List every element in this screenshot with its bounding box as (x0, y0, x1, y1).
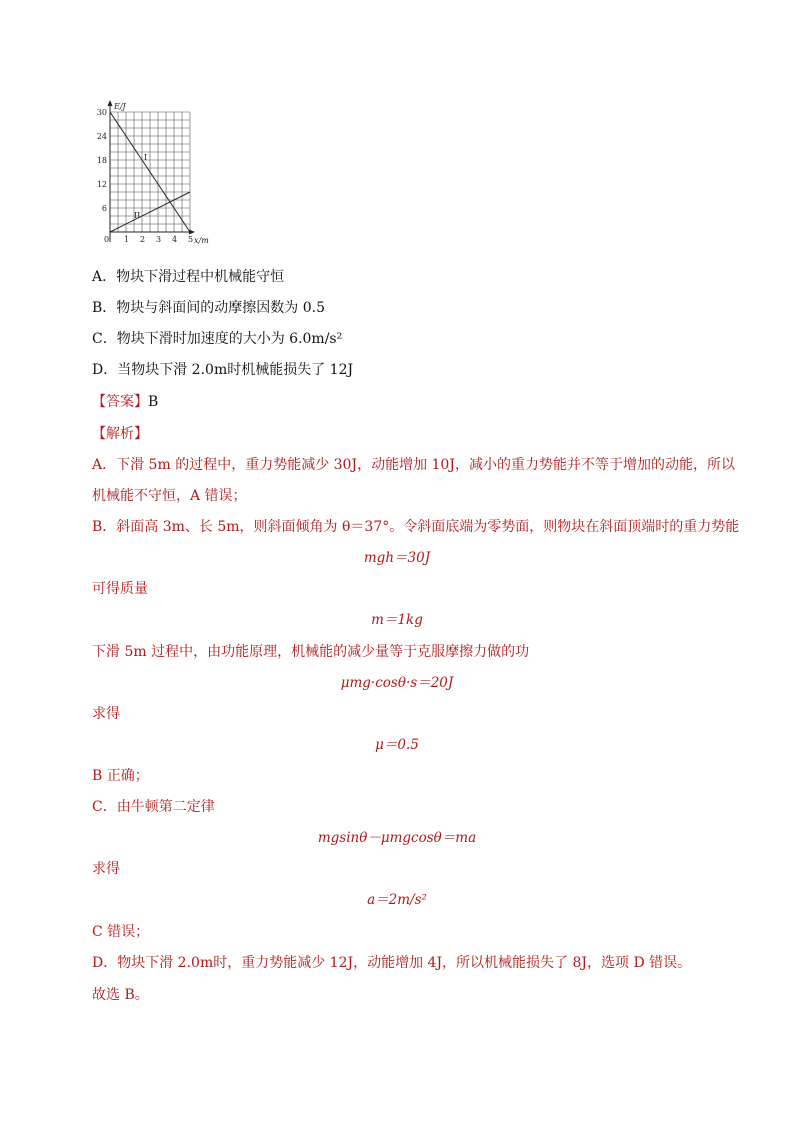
y-tick-label: 30 (96, 108, 107, 117)
analysis-conclusion: 故选 B。 (92, 987, 149, 1003)
x-tick-label: 5 (188, 235, 194, 244)
line-I-label: I (144, 153, 148, 162)
option-d: D．当物块下滑 2.0m时机械能损失了 12J (92, 362, 354, 378)
option-c: C．物块下滑时加速度的大小为 6.0m/s² (92, 331, 343, 347)
analysis-b-correct: B 正确； (92, 768, 149, 784)
analysis-d-line1: D．物块下滑 2.0m时，重力势能减少 12J，动能增加 4J，所以机械能损失了 8J，选项 D 错误。 (92, 955, 692, 971)
answer-line (92, 392, 158, 412)
x-axis-label: x/m (194, 236, 209, 245)
equation-mgh: mgh＝30J (363, 550, 431, 566)
equation-newton: mgsinθ－μmgcosθ＝ma (317, 830, 477, 846)
x-tick-labels (104, 235, 193, 244)
analysis-text-solve1: 求得 (92, 706, 120, 722)
analysis-b-line1: B．斜面高 3m、长 5m，则斜面倾角为 θ＝37°。令斜面底端为零势面，则物块在斜面顶端时的重力势能 (92, 519, 740, 535)
y-tick-label: 6 (101, 204, 107, 213)
analysis-a-line2: 机械能不守恒，A 错误； (92, 488, 247, 504)
y-axis-label: E/J (114, 102, 126, 111)
equation-mu: μ＝0.5 (375, 737, 419, 753)
answer-label: 【答案】 (92, 394, 148, 410)
equation-friction-work: μmg·cosθ·s＝20J (340, 675, 454, 691)
equation-mass: m＝1kg (371, 612, 423, 628)
analysis-text-work: 下滑 5m 过程中，由功能原理，机械能的减少量等于克服摩擦力做的功 (92, 644, 530, 660)
equation-acceleration: a＝2m/s² (367, 892, 427, 908)
analysis-label: 【解析】 (92, 426, 148, 442)
y-tick-label: 18 (96, 156, 107, 165)
answer-value: B (148, 394, 159, 410)
y-tick-labels (97, 108, 107, 213)
option-a: A．物块下滑过程中机械能守恒 (92, 269, 285, 285)
energy-displacement-graph (94, 100, 214, 250)
x-tick-label: 2 (140, 235, 146, 244)
analysis-text-mass: 可得质量 (92, 581, 148, 597)
y-tick-label: 12 (96, 180, 107, 189)
analysis-a-line1: A．下滑 5m 的过程中，重力势能减少 30J，动能增加 10J，减小的重力势能并不等于增加的动能，所以 (92, 457, 735, 473)
x-tick-label: 0 (104, 235, 110, 244)
x-tick-label: 4 (172, 235, 178, 244)
y-axis-arrow (108, 100, 113, 106)
x-tick-label: 3 (156, 235, 162, 244)
analysis-text-solve2: 求得 (92, 861, 120, 877)
analysis-c-wrong: C 错误； (92, 924, 150, 940)
line-II-label: II (134, 211, 141, 220)
option-b: B．物块与斜面间的动摩擦因数为 0.5 (92, 300, 326, 316)
analysis-c-line1: C．由牛顿第二定律 (92, 799, 215, 815)
y-tick-label: 24 (96, 132, 107, 141)
x-tick-label: 1 (124, 235, 130, 244)
